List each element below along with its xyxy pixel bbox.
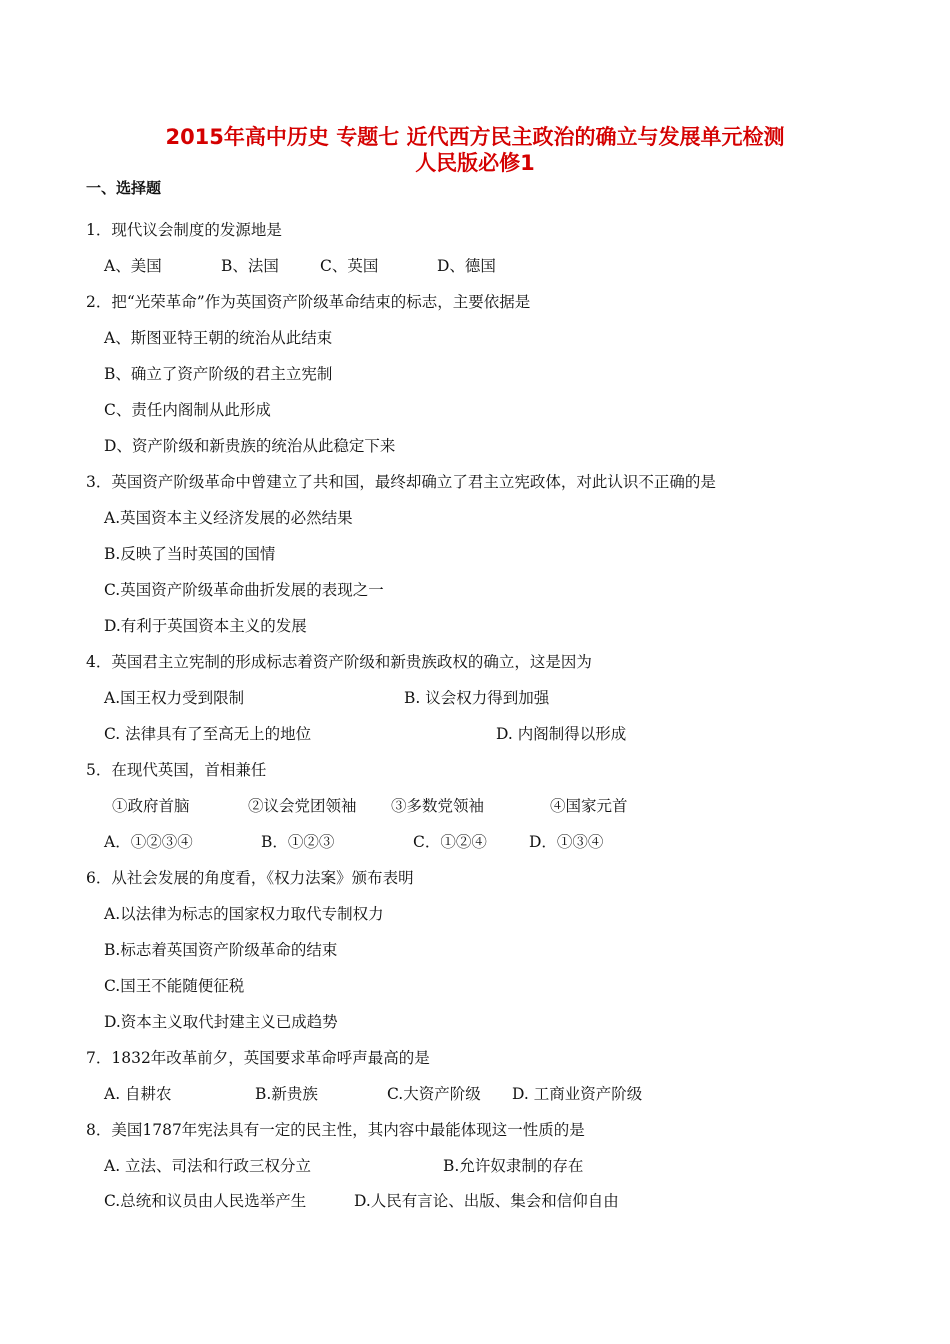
question-6-option-d: D.资本主义取代封建主义已成趋势 xyxy=(104,1013,338,1031)
question-8-option-c: C.总统和议员由人民选举产生 xyxy=(104,1192,307,1210)
question-7-option-d: D. 工商业资产阶级 xyxy=(512,1085,643,1103)
question-8-option-b: B.允许奴隶制的存在 xyxy=(443,1157,584,1175)
question-3-option-d: D.有利于英国资本主义的发展 xyxy=(104,617,307,635)
section-heading: 一、选择题 xyxy=(86,179,162,197)
question-5-item-1: ①政府首脑 xyxy=(112,797,190,815)
question-5-option-b: B．①②③ xyxy=(261,833,335,851)
question-6-stem: 6．从社会发展的角度看，《权力法案》颁布表明 xyxy=(86,869,414,887)
question-2-option-b: B、确立了资产阶级的君主立宪制 xyxy=(104,365,333,383)
question-3-option-b: B.反映了当时英国的国情 xyxy=(104,545,276,563)
question-8-stem: 8．美国1787年宪法具有一定的民主性，其内容中最能体现这一性质的是 xyxy=(86,1121,585,1139)
question-7-stem: 7．1832年改革前夕，英国要求革命呼声最高的是 xyxy=(86,1049,430,1067)
question-5-option-d: D．①③④ xyxy=(529,833,604,851)
question-5-item-2: ②议会党团领袖 xyxy=(248,797,357,815)
question-6-option-a: A.以法律为标志的国家权力取代专制权力 xyxy=(104,905,384,923)
question-1-stem: 1．现代议会制度的发源地是 xyxy=(86,221,282,239)
question-7-option-c: C.大资产阶级 xyxy=(387,1085,481,1103)
question-3-option-a: A.英国资本主义经济发展的必然结果 xyxy=(104,509,353,527)
question-2-option-d: D、资产阶级和新贵族的统治从此稳定下来 xyxy=(104,437,396,455)
question-7-option-b: B.新贵族 xyxy=(255,1085,318,1103)
question-3-stem: 3．英国资产阶级革命中曾建立了共和国，最终却确立了君主立宪政体，对此认识不正确的是 xyxy=(86,473,716,491)
question-4-option-c: C. 法律具有了至高无上的地位 xyxy=(104,725,312,743)
question-4-stem: 4．英国君主立宪制的形成标志着资产阶级和新贵族政权的确立，这是因为 xyxy=(86,653,592,671)
question-5-option-c: C．①②④ xyxy=(413,833,487,851)
question-7-option-a: A. 自耕农 xyxy=(104,1085,172,1103)
document-title-line-2: 人民版必修1 xyxy=(415,151,535,175)
question-3-option-c: C.英国资产阶级革命曲折发展的表现之一 xyxy=(104,581,384,599)
question-2-option-c: C、责任内阁制从此形成 xyxy=(104,401,271,419)
question-8-option-d: D.人民有言论、出版、集会和信仰自由 xyxy=(354,1192,619,1210)
question-4-option-d: D. 内阁制得以形成 xyxy=(496,725,627,743)
question-1-option-a: A、美国 xyxy=(104,257,162,275)
question-6-option-c: C.国王不能随便征税 xyxy=(104,977,245,995)
document-title-line-1: 2015年高中历史 专题七 近代西方民主政治的确立与发展单元检测 xyxy=(165,125,785,149)
question-1-option-d: D、德国 xyxy=(437,257,496,275)
question-2-option-a: A、斯图亚特王朝的统治从此结束 xyxy=(104,329,333,347)
question-4-option-b: B. 议会权力得到加强 xyxy=(404,689,550,707)
question-5-option-a: A．①②③④ xyxy=(104,833,193,851)
question-8-option-a: A. 立法、司法和行政三权分立 xyxy=(104,1157,312,1175)
question-6-option-b: B.标志着英国资产阶级革命的结束 xyxy=(104,941,338,959)
question-5-item-4: ④国家元首 xyxy=(550,797,628,815)
question-4-option-a: A.国王权力受到限制 xyxy=(104,689,245,707)
question-5-stem: 5．在现代英国，首相兼任 xyxy=(86,761,267,779)
question-5-item-3: ③多数党领袖 xyxy=(391,797,485,815)
question-1-option-b: B、法国 xyxy=(221,257,279,275)
question-1-option-c: C、英国 xyxy=(320,257,379,275)
question-2-stem: 2．把“光荣革命”作为英国资产阶级革命结束的标志，主要依据是 xyxy=(86,293,531,311)
